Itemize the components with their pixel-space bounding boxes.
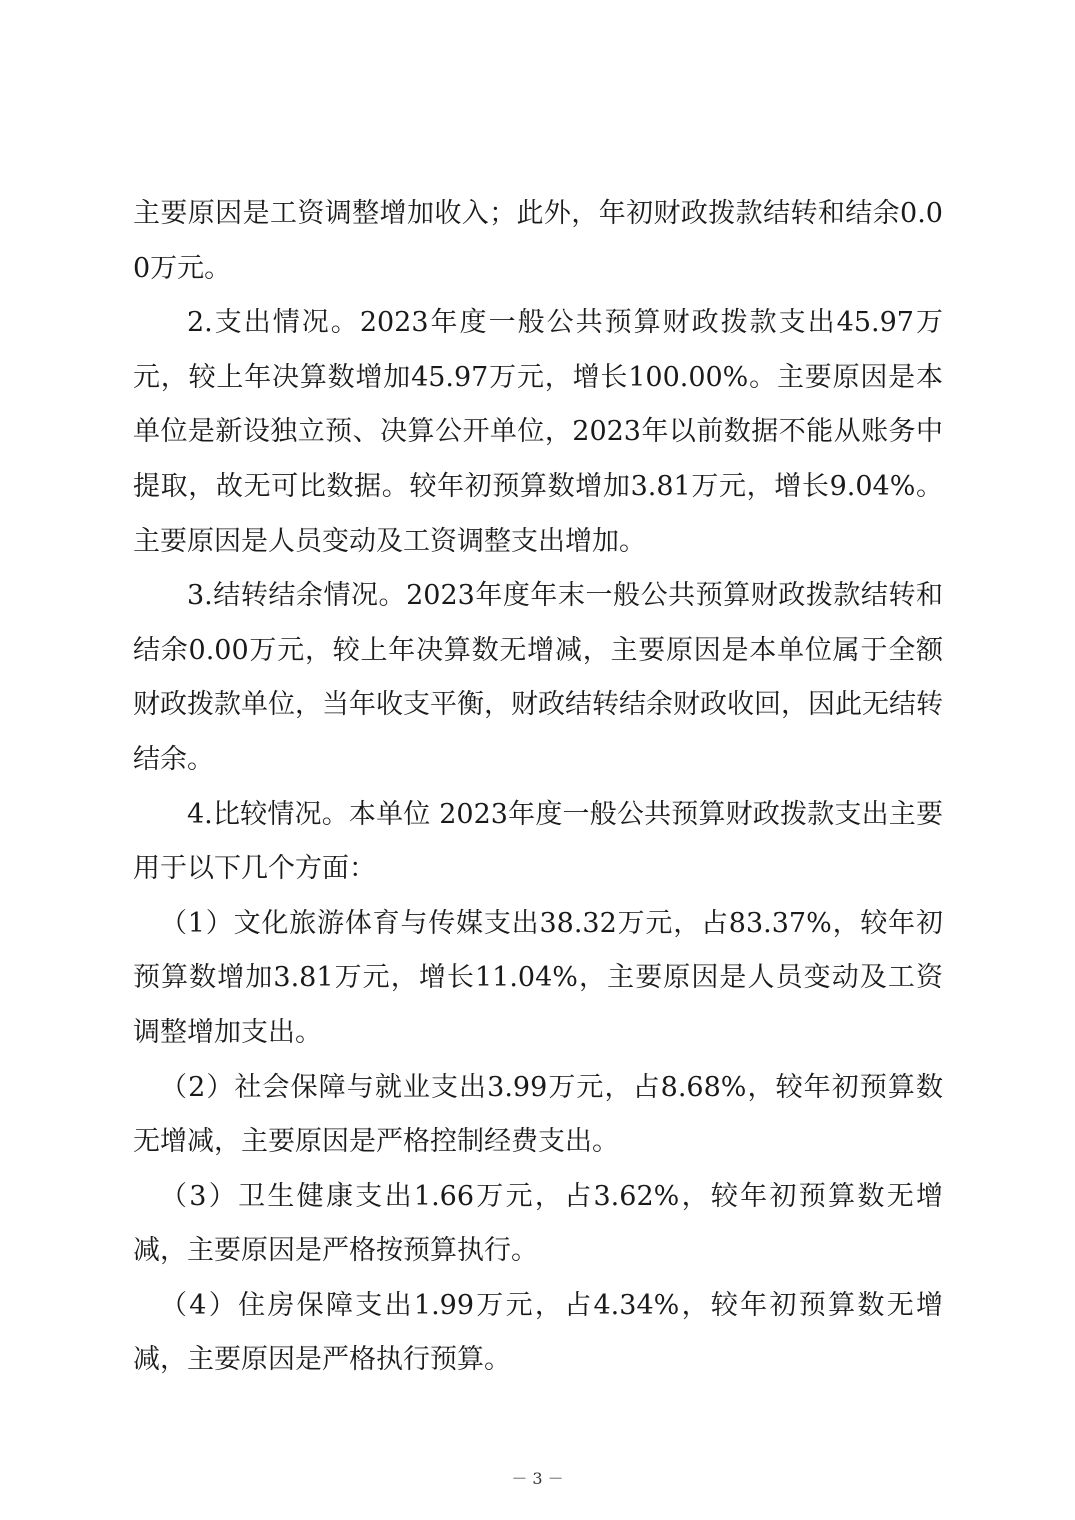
paragraph-expenditure: 2.支出情况。2023年度一般公共预算财政拨款支出45.97万元，较上年决算数增加45.97万元，增长100.00%。主要原因是本单位是新设独立预、决算公开单位，2023年以前数据不能从账务中提取，故无可比数据。较年初预算数增加3.81万元，增长9.04%。主要原因是人员变动及工资调整支出增加。 <box>133 307 943 557</box>
paragraph-carryover: 3.结转结余情况。2023年度年末一般公共预算财政拨款结转和结余0.00万元，较上年决算数无增减，主要原因是本单位属于全额财政拨款单位，当年收支平衡，财政结转结余财政收回，因此无结转结余。 <box>133 580 943 775</box>
document-body <box>133 187 943 1388</box>
list-item-health: （3）卫生健康支出1.66万元，占3.62%，较年初预算数无增减，主要原因是严格按预算执行。 <box>133 1180 943 1267</box>
paragraph-income-reason: 主要原因是工资调整增加收入；此外，年初财政拨款结转和结余0.00万元。 <box>133 198 943 284</box>
paragraph-comparison: 4.比较情况。本单位 2023年度一般公共预算财政拨款支出主要用于以下几个方面： <box>133 798 943 885</box>
list-item-culture-tourism: （1）文化旅游体育与传媒支出38.32万元，占83.37%，较年初预算数增加3.81万元，增长11.04%，主要原因是人员变动及工资调整增加支出。 <box>133 907 943 1048</box>
page-number: － 3 － <box>511 1469 564 1488</box>
list-item-social-security: （2）社会保障与就业支出3.99万元，占8.68%，较年初预算数无增减，主要原因是严格控制经费支出。 <box>133 1071 943 1158</box>
list-item-housing: （4）住房保障支出1.99万元，占4.34%，较年初预算数无增减，主要原因是严格执行预算。 <box>133 1289 943 1376</box>
